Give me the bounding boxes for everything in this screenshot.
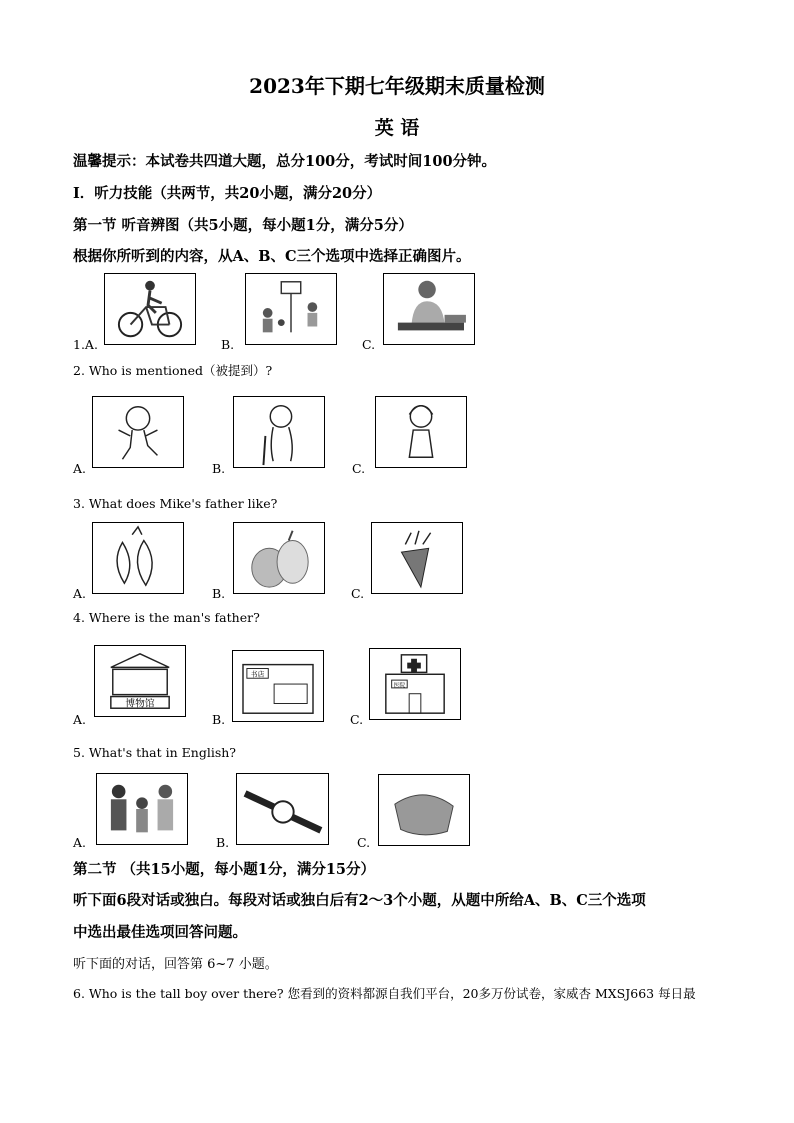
q2-label-b: B. [212,461,226,476]
q2-label-a: A. [73,461,87,476]
bread-icon [378,774,470,846]
q5-label-a: A. [73,835,87,850]
q2-label-c: C. [352,461,366,476]
q2-stem: 2. Who is mentioned（被提到）? [73,363,273,378]
museum-icon [94,645,186,717]
girl-riding-bike-icon [104,273,196,345]
q5-label-b: B. [216,835,230,850]
q1-label-a: 1.A. [73,337,98,352]
q4-label-a: A. [73,712,87,727]
q6-stem: 6. Who is the tall boy over there? 您看到的资料都源自我们平台，20多万份试卷，家威杏 MXSJ663 每日最 [73,986,696,1001]
pears-icon [233,522,325,594]
boys-playing-basketball-icon [245,273,337,345]
hospital-icon [369,648,461,720]
sub-instruction: 听下面的对话，回答第 6~7 小题。 [73,957,278,972]
watch-icon [236,773,329,845]
notice-text: 温馨提示：本试卷共四道大题，总分100分，考试时间100分钟。 [73,153,497,170]
old-man-with-cane-icon [233,396,325,468]
section2-heading: 第二节 （共15小题，每小题1分，满分15分） [73,861,375,878]
hospital-sign: 医院 [393,682,406,689]
q3-label-c: C. [351,586,365,601]
part1-heading: Ⅰ．听力技能（共两节，共20小题，满分20分） [73,185,382,202]
section1-heading: 第一节 听音辨图（共5小题，每小题1分，满分5分） [73,217,413,234]
strawberries-icon [92,522,184,594]
woman-icon [375,396,467,468]
boy-reading-books-icon [383,273,475,345]
family-icon [96,773,188,845]
museum-sign: 博物馆 [125,698,155,710]
bookstore-icon [232,650,324,722]
q1-label-b: B. [221,337,235,352]
section1-instruction: 根据你所听到的内容，从A、B、C三个选项中选择正确图片。 [73,248,471,265]
q4-label-c: C. [350,712,364,727]
q5-label-c: C. [357,835,371,850]
q3-stem: 3. What does Mike's father like? [73,496,278,511]
q5-stem: 5. What's that in English? [73,745,236,760]
section2-instruction-line1: 听下面6段对话或独白。每段对话或独白后有2～3个小题，从题中所给A、B、C三个选项 [73,892,646,909]
section2-instruction-line2: 中选出最佳选项回答问题。 [73,924,247,941]
exam-title: 2023年下期七年级期末质量检测 [249,74,545,98]
q3-label-a: A. [73,586,87,601]
carrots-icon [371,522,463,594]
q4-label-b: B. [212,712,226,727]
subject-title: 英 语 [374,117,420,139]
running-boy-icon [92,396,184,468]
bookstore-sign: 书店 [250,670,265,679]
q3-label-b: B. [212,586,226,601]
q4-stem: 4. Where is the man's father? [73,610,260,625]
q1-label-c: C. [362,337,376,352]
